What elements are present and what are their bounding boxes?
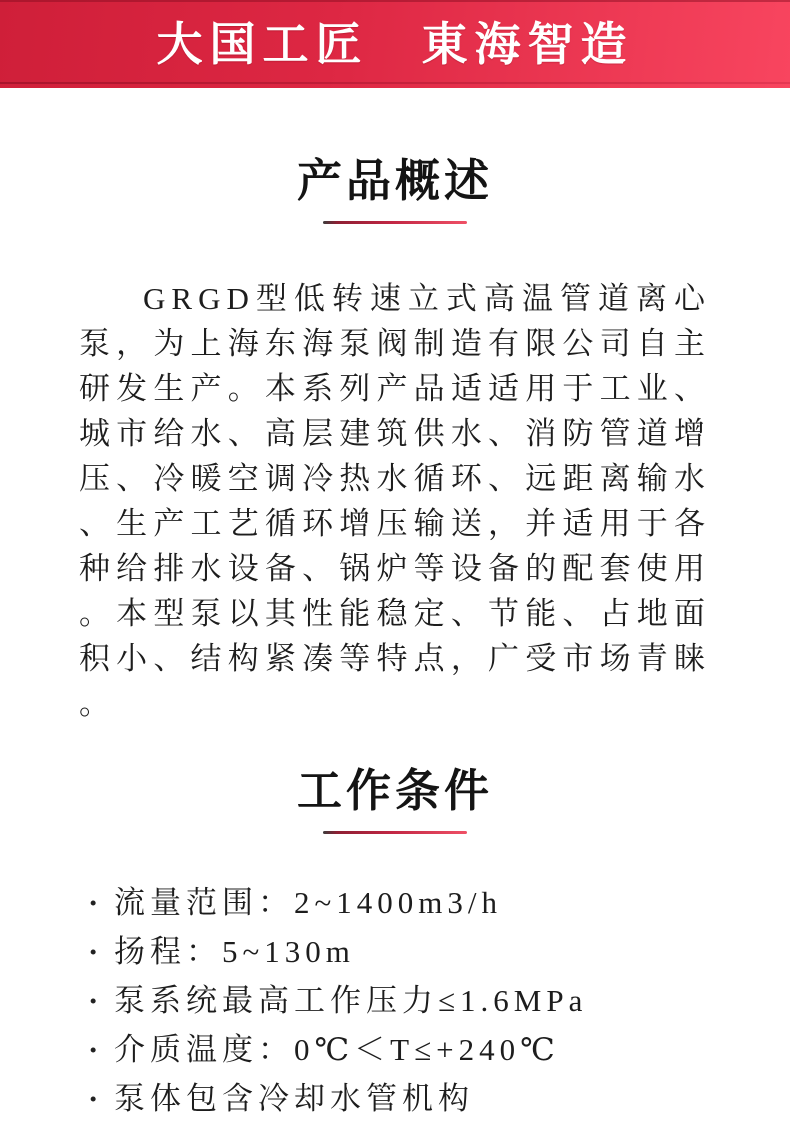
condition-text: 泵系统最高工作压力≤1.6MPa <box>114 983 588 1018</box>
list-item <box>88 878 790 927</box>
top-banner <box>0 0 790 88</box>
bullet-icon: · <box>88 934 99 969</box>
bullet-icon: · <box>88 1032 99 1067</box>
bullet-icon: · <box>88 885 99 920</box>
conditions-list <box>88 878 790 1123</box>
conditions-heading: 工作条件 <box>296 765 493 816</box>
condition-text: 流量范围：2~1400m3/h <box>114 885 502 920</box>
list-item <box>88 1074 790 1123</box>
condition-text: 扬程：5~130m <box>114 934 355 969</box>
overview-heading-block <box>0 154 790 224</box>
section-product-overview <box>0 154 790 726</box>
conditions-heading-block <box>0 764 790 834</box>
overview-paragraph: GRGD型低转速立式高温管道离心泵，为上海东海泵阀制造有限公司自主研发生产。本系列产品适适用于工业、城市给水、高层建筑供水、消防管道增压、冷暖空调冷热水循环、远距离输水、生产工艺循环增压输送，并适用于各种给排水设备、锅炉等设备的配套使用。本型泵以其性能稳定、节能、占地面积小、结构紧凑等特点，广受市场青睐。 <box>79 281 711 721</box>
list-item <box>88 976 790 1025</box>
overview-heading: 产品概述 <box>296 155 493 206</box>
heading-underline <box>323 221 467 224</box>
bullet-icon: · <box>88 983 99 1018</box>
heading-underline <box>323 831 467 834</box>
condition-text: 介质温度：0℃＜T≤+240℃ <box>114 1032 560 1067</box>
content <box>0 154 790 1123</box>
condition-text: 泵体包含冷却水管机构 <box>114 1081 474 1116</box>
list-item <box>88 1025 790 1074</box>
list-item <box>88 927 790 976</box>
bullet-icon: · <box>88 1081 99 1116</box>
section-working-conditions <box>0 764 790 1123</box>
banner-title: 大国工匠 東海智造 <box>156 18 634 70</box>
